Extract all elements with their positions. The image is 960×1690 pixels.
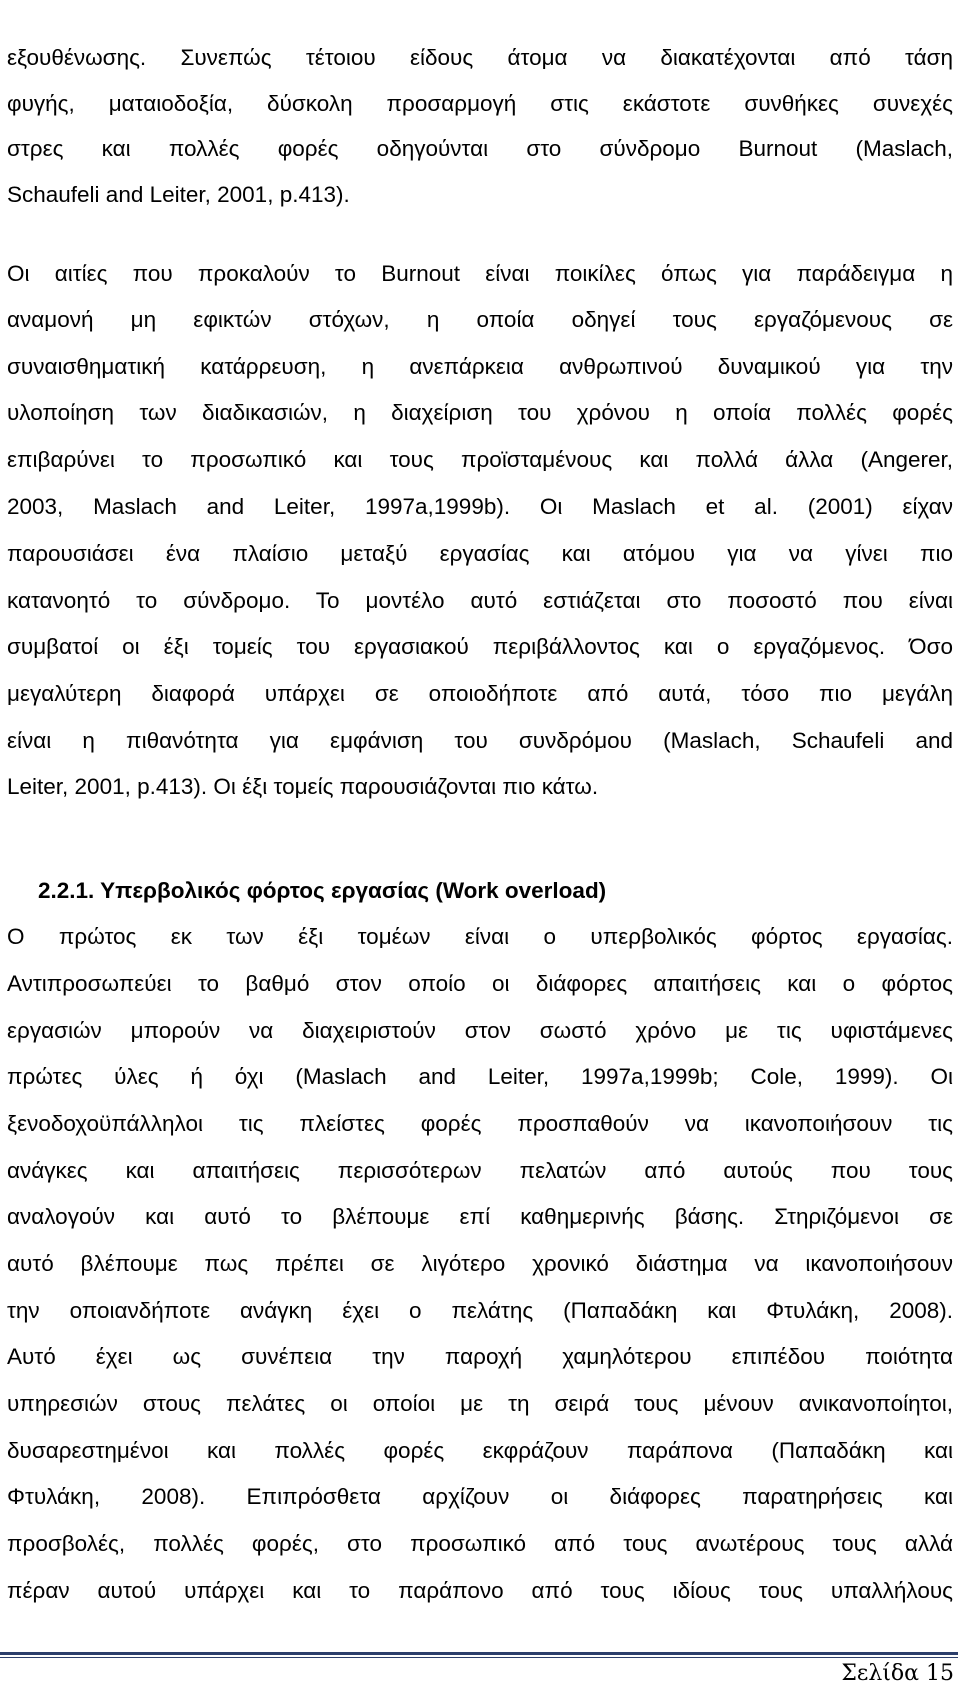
text-line: Οι αιτίες που προκαλούν το Burnout είναι ποικίλες όπως για παράδειγμα η xyxy=(7,261,953,286)
text-line: παρουσιάσει ένα πλαίσιο μεταξύ εργασίας και ατόμου για να γίνει πιο xyxy=(7,541,953,566)
text-line: εργασιών μπορούν να διαχειριστούν στον σωστό χρόνο με τις υφιστάμενες xyxy=(7,1018,953,1043)
section-heading: 2.2.1. Υπερβολικός φόρτος εργασίας (Work overload) xyxy=(38,878,607,903)
text-line: φυγής, ματαιοδοξία, δύσκολη προσαρμογή στις εκάστοτε συνθήκες συνεχές xyxy=(7,91,953,116)
text-line: αυτό βλέπουμε πως πρέπει σε λιγότερο χρονικό διάστημα να ικανοποιήσουν xyxy=(7,1251,953,1276)
text-line: Αντιπροσωπεύει το βαθμό στον οποίο οι διάφορες απαιτήσεις και ο φόρτος xyxy=(7,971,953,996)
text-line: επιβαρύνει το προσωπικό και τους προϊσταμένους και πολλά άλλα (Angerer, xyxy=(7,447,953,472)
text-line: την οποιανδήποτε ανάγκη έχει ο πελάτης (Παπαδάκη και Φτυλάκη, 2008). xyxy=(7,1298,953,1323)
text-line: Schaufeli and Leiter, 2001, p.413). xyxy=(7,182,350,207)
text-line: 2003, Maslach and Leiter, 1997a,1999b). Οι Maslach et al. (2001) είχαν xyxy=(7,494,953,519)
text-line: συμβατοί οι έξι τομείς του εργασιακού περιβάλλοντος και ο εργαζόμενος. Όσο xyxy=(7,634,953,659)
text-line: κατανοητό το σύνδρομο. Το μοντέλο αυτό εστιάζεται στο ποσοστό που είναι xyxy=(7,588,953,613)
text-line: στρες και πολλές φορές οδηγούνται στο σύνδρομο Burnout (Maslach, xyxy=(7,136,953,161)
text-line: πρώτες ύλες ή όχι (Maslach and Leiter, 1997a,1999b; Cole, 1999). Οι xyxy=(7,1064,953,1089)
text-line: Leiter, 2001, p.413). Οι έξι τομείς παρουσιάζονται πιο κάτω. xyxy=(7,774,599,799)
text-line: μεγαλύτερη διαφορά υπάρχει σε οποιοδήποτε από αυτά, τόσο πιο μεγάλη xyxy=(7,681,953,706)
text-line: Φτυλάκη, 2008). Επιπρόσθετα αρχίζουν οι διάφορες παρατηρήσεις και xyxy=(7,1484,953,1509)
text-line: είναι η πιθανότητα για εμφάνιση του συνδρόμου (Maslach, Schaufeli and xyxy=(7,728,953,753)
footer-divider xyxy=(0,1652,958,1655)
text-line: συναισθηματική κατάρρευση, η ανεπάρκεια ανθρωπινού δυναμικού για την xyxy=(7,354,953,379)
text-line: υπηρεσιών στους πελάτες οι οποίοι με τη σειρά τους μένουν ανικανοποίητοι, xyxy=(7,1391,953,1416)
footer-divider-thin xyxy=(0,1657,958,1658)
text-line: προσβολές, πολλές φορές, στο προσωπικό από τους ανωτέρους τους αλλά xyxy=(7,1531,953,1556)
text-line: αναλογούν και αυτό το βλέπουμε επί καθημερινής βάσης. Στηριζόμενοι σε xyxy=(7,1204,953,1229)
text-line: Αυτό έχει ως συνέπεια την παροχή χαμηλότερου επιπέδου ποιότητα xyxy=(7,1344,953,1369)
text-line: υλοποίηση των διαδικασιών, η διαχείριση του χρόνου η οποία πολλές φορές xyxy=(7,400,953,425)
page-number: Σελίδα 15 xyxy=(841,1661,954,1686)
text-line: πέραν αυτού υπάρχει και το παράπονο από τους ιδίους τους υπαλλήλους xyxy=(7,1578,953,1603)
text-line: αναμονή μη εφικτών στόχων, η οποία οδηγεί τους εργαζόμενους σε xyxy=(7,307,953,332)
text-line: ανάγκες και απαιτήσεις περισσότερων πελατών από αυτούς που τους xyxy=(7,1158,953,1183)
text-line: ξενοδοχοϋπάλληλοι τις πλείστες φορές προσπαθούν να ικανοποιήσουν τις xyxy=(7,1111,953,1136)
text-line: εξουθένωσης. Συνεπώς τέτοιου είδους άτομα να διακατέχονται από τάση xyxy=(7,45,953,70)
text-line: Ο πρώτος εκ των έξι τομέων είναι ο υπερβολικός φόρτος εργασίας. xyxy=(7,924,953,949)
text-line: δυσαρεστημένοι και πολλές φορές εκφράζουν παράπονα (Παπαδάκη και xyxy=(7,1438,953,1463)
